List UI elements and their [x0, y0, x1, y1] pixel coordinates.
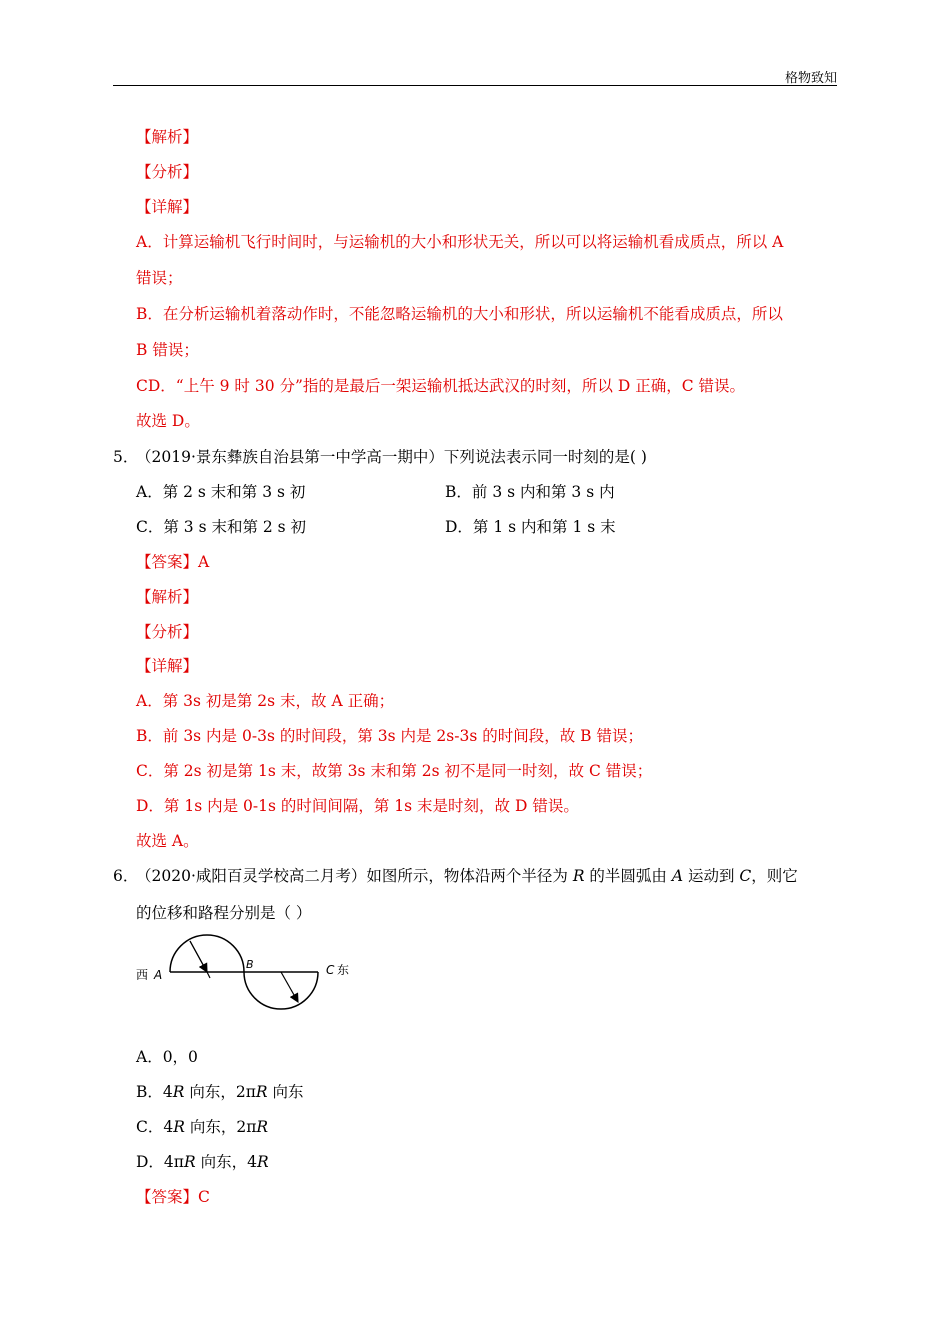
option-b: B．前 3 s 内和第 3 s 内 [445, 483, 615, 501]
radius-arrow-lower [281, 972, 298, 1002]
question-stem-line1: （2020·咸阳百灵学校高二月考）如图所示，物体沿两个半径为 R 的半圆弧由 A 运动到 C，则它 [136, 867, 798, 885]
question-number: 5． [113, 448, 139, 466]
option-c: C．4R 向东，2πR [136, 1118, 269, 1136]
var-a: A [671, 867, 684, 885]
option-a: A．0，0 [136, 1048, 198, 1066]
label-a: A [154, 968, 163, 982]
xiangjie-label: 【详解】 [136, 198, 199, 216]
explanation-b-line2: B 错误； [136, 341, 199, 359]
answer-value: C [198, 1188, 210, 1206]
explanation-a: A．第 3s 初是第 2s 末，故 A 正确； [136, 692, 395, 710]
jiexi-label: 【解析】 [136, 588, 199, 606]
fenxi-label: 【分析】 [136, 163, 199, 181]
option-c: C．第 3 s 末和第 2 s 初 [136, 518, 307, 536]
question-stem-line2: 的位移和路程分别是（ ） [136, 904, 312, 922]
label-b: B [246, 958, 254, 971]
var-r: R [572, 867, 585, 885]
header-brand: 格物致知 [784, 71, 837, 86]
answer-line [136, 552, 209, 572]
explanation-d: D．第 1s 内是 0-1s 的时间间隔，第 1s 末是时刻，故 D 错误。 [136, 797, 579, 815]
answer-label: 【答案】 [136, 553, 199, 571]
option-a: A．第 2 s 末和第 3 s 初 [136, 483, 306, 501]
header-divider [113, 85, 837, 86]
explanation-b-line1: B．在分析运输机着落动作时，不能忽略运输机的大小和形状，所以运输机不能看成质点，所以 [136, 305, 783, 323]
jiexi-label: 【解析】 [136, 128, 199, 146]
explanation-b: B．前 3s 内是 0-3s 的时间段，第 3s 内是 2s-3s 的时间段，故 B 错误； [136, 727, 643, 745]
question-stem: （2019·景东彝族自治县第一中学高一期中）下列说法表示同一时刻的是( ) [136, 448, 647, 466]
semicircle-path-figure [130, 930, 370, 1020]
explanation-a-line2: 错误； [136, 269, 183, 287]
label-c: C [326, 963, 335, 977]
var-c: C [739, 867, 752, 885]
answer-line [136, 1187, 210, 1207]
option-d: D．第 1 s 内和第 1 s 末 [445, 518, 616, 536]
lower-semicircle [244, 972, 318, 1009]
upper-semicircle [170, 935, 244, 972]
explanation-a-line1: A．计算运输机飞行时间时，与运输机的大小和形状无关，所以可以将运输机看成质点，所以 A [136, 233, 784, 251]
fenxi-label: 【分析】 [136, 623, 199, 641]
option-b: B．4R 向东，2πR 向东 [136, 1083, 304, 1101]
label-east: 东 [337, 963, 350, 977]
conclusion: 故选 D。 [136, 412, 200, 430]
conclusion: 故选 A。 [136, 832, 199, 850]
answer-value: A [198, 553, 210, 571]
explanation-c: C．第 2s 初是第 1s 末，故第 3s 末和第 2s 初不是同一时刻，故 C 错误； [136, 762, 653, 780]
xiangjie-label: 【详解】 [136, 657, 199, 675]
label-west: 西 [136, 968, 149, 982]
question-number: 6． [113, 867, 139, 885]
answer-label: 【答案】 [136, 1188, 199, 1206]
explanation-cd: CD．“上午 9 时 30 分”指的是最后一架运输机抵达武汉的时刻，所以 D 正确，C 错误。 [136, 377, 745, 395]
option-d: D．4πR 向东，4R [136, 1153, 269, 1171]
